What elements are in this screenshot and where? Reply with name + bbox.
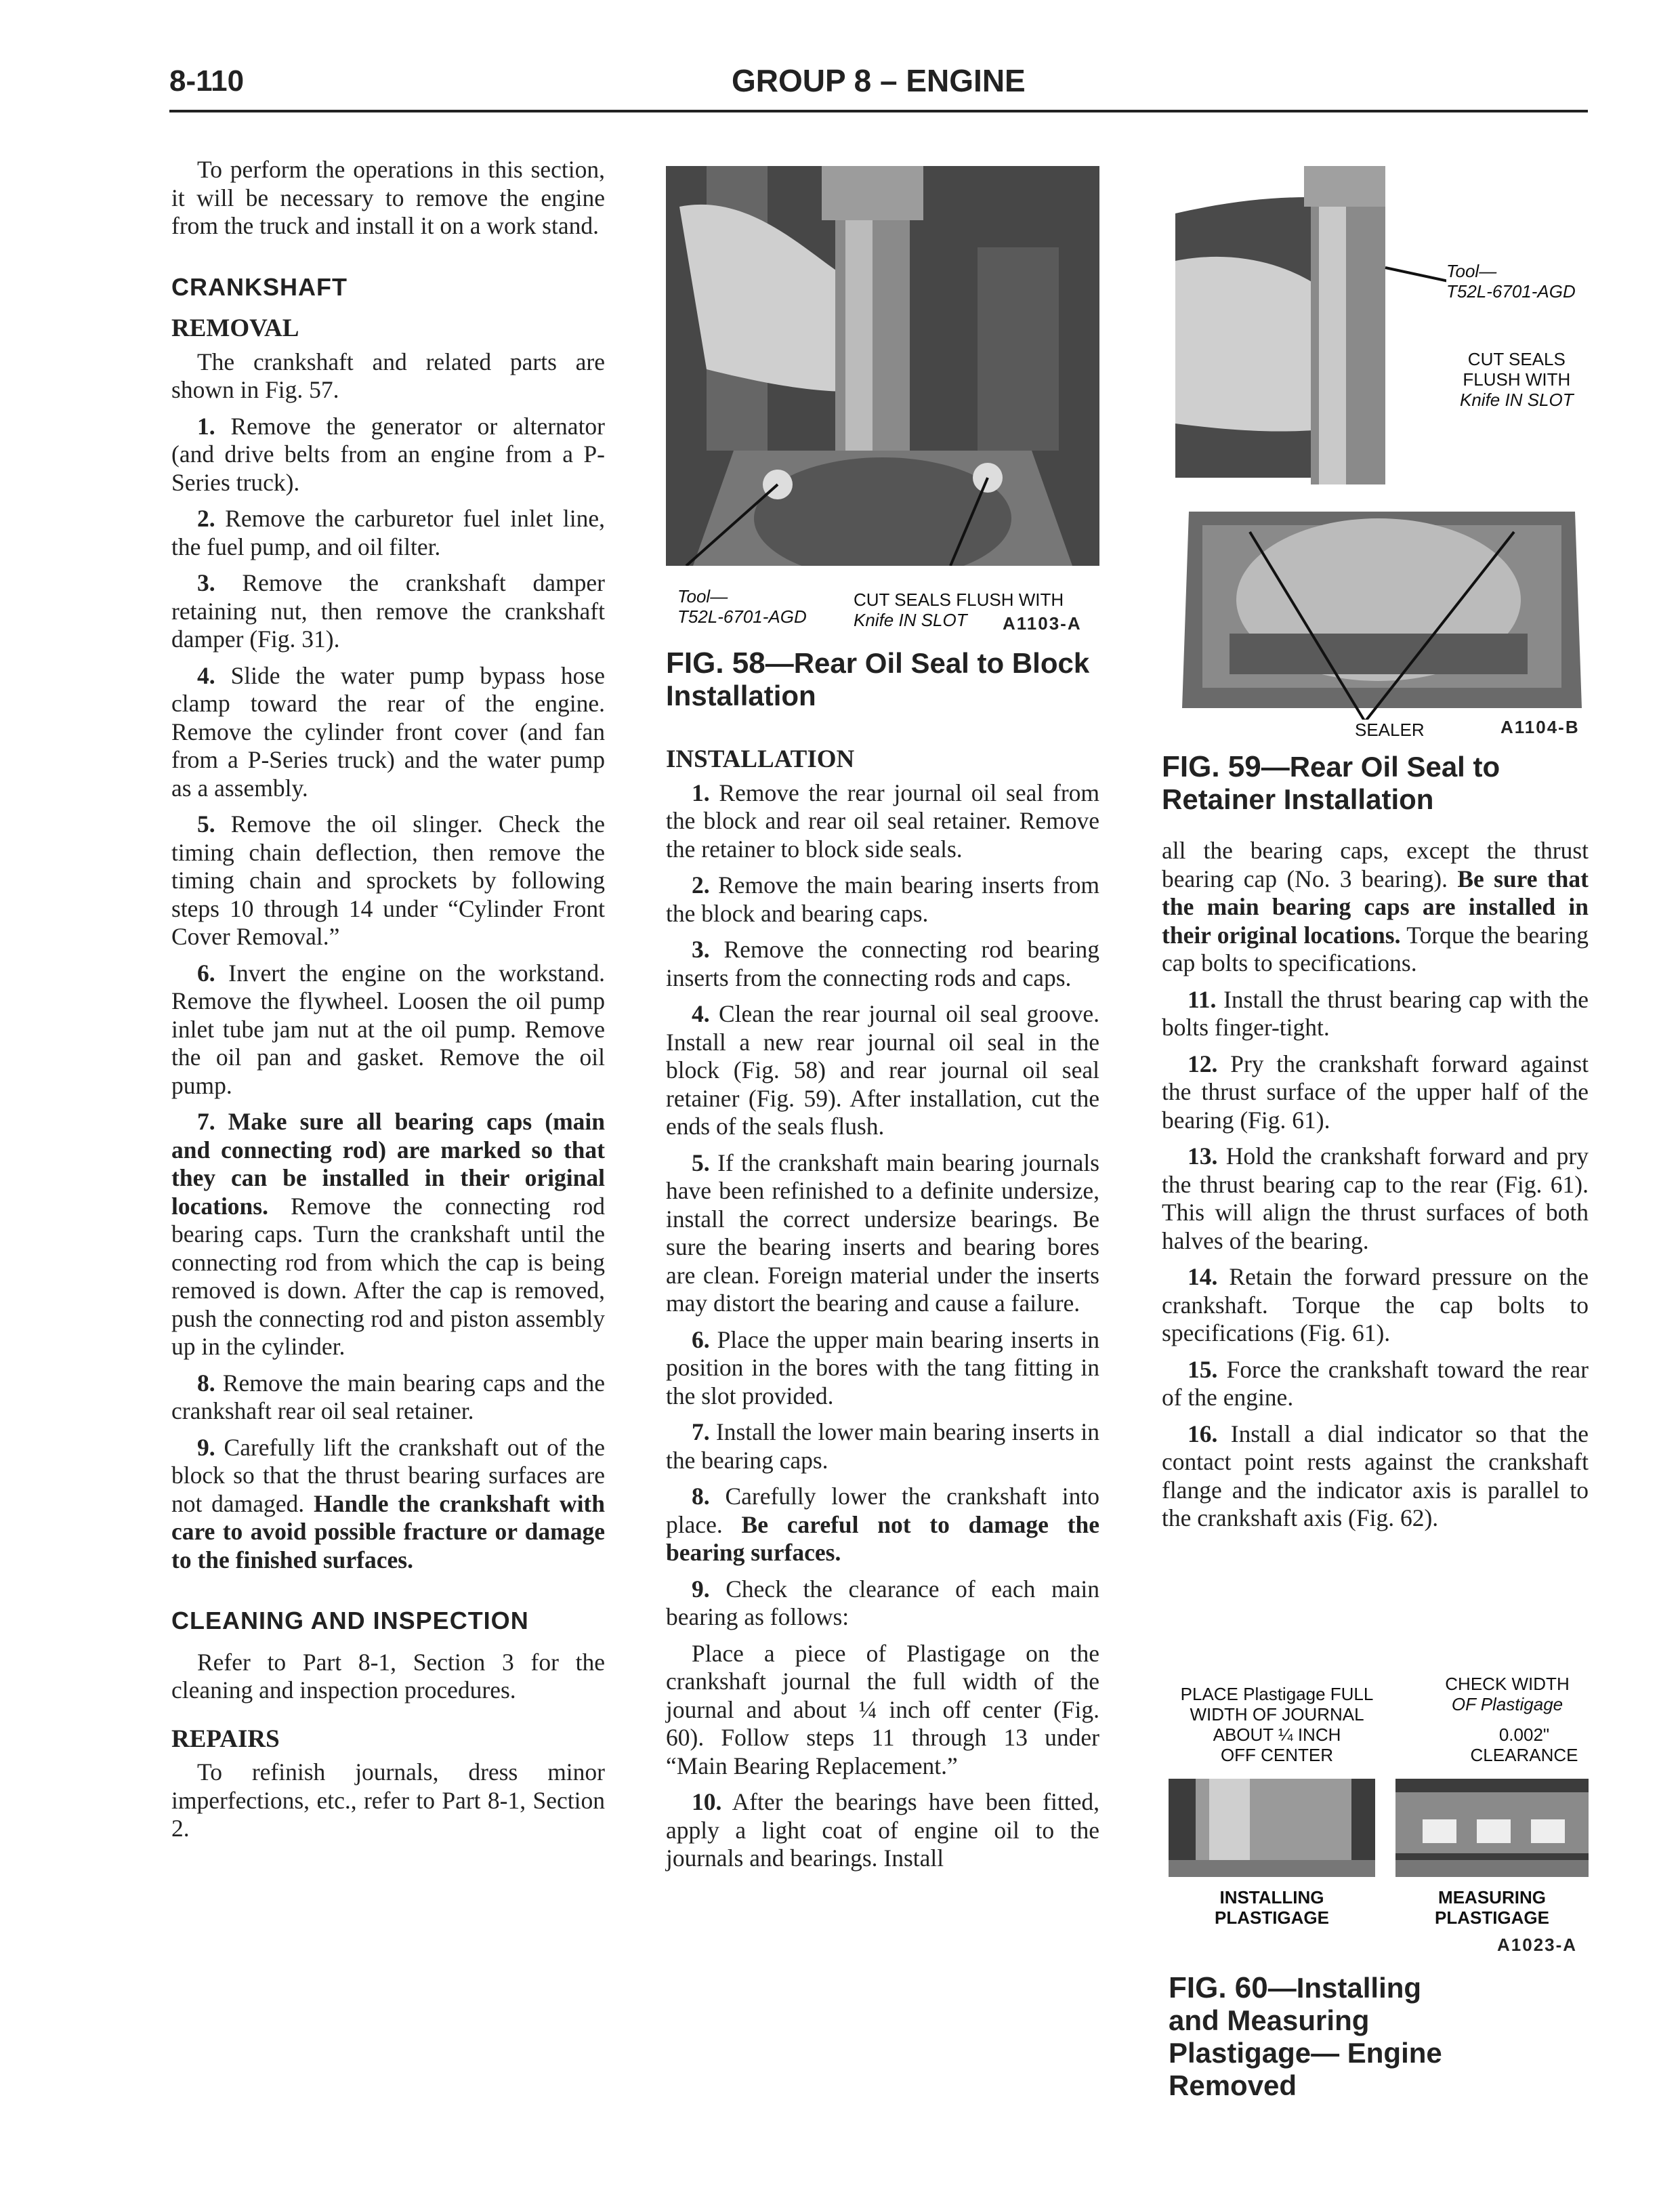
fig60-check-label: CHECK WIDTH OF Plastigage (1445, 1674, 1570, 1714)
fig60-measuring-photo (1395, 1779, 1589, 1877)
install-step-9b: Place a piece of Plastigage on the crankshaft journal the full width of the journal and about ¼ inch off center (Fig. 60). Follow steps 11 through 13 under “Main Bearing Replacement.” (666, 1639, 1099, 1779)
header-rule (169, 110, 1588, 112)
removal-intro: The crankshaft and related parts are shown in Fig. 57. (171, 348, 605, 403)
install-step-11: 11. Install the thrust bearing cap with the bolts finger-tight. (1162, 985, 1589, 1041)
install-step-3: 3. Remove the connecting rod bearing inserts from the connecting rods and caps. (666, 936, 1099, 991)
page-header-title: GROUP 8 – ENGINE (732, 63, 1026, 98)
install-step-8: 8. Carefully lower the crankshaft into place. Be careful not to damage the bearing surfaces. (666, 1483, 1100, 1566)
removal-step-3: 3. Remove the crankshaft damper retaining nut, then remove the crankshaft damper (Fig. 31). (171, 569, 606, 653)
heading-removal: REMOVAL (171, 314, 299, 342)
heading-repairs: REPAIRS (171, 1725, 280, 1753)
install-step-14: 14. Retain the forward pressure on the crankshaft. Torque the cap bolts to specifications (Fig. 61). (1162, 1263, 1589, 1346)
fig59-sealer-label: SEALER (1355, 720, 1425, 740)
fig59-caption: FIG. 59—Rear Oil Seal to Retainer Installation (1162, 750, 1500, 815)
fig59-tool-label: Tool— T52L-6701-AGD (1446, 261, 1576, 302)
install-step-12: 12. Pry the crankshaft forward against the thrust surface of the upper half of the bearing (Fig. 61). (1162, 1050, 1589, 1134)
fig58-code: A1103-A (1003, 613, 1082, 634)
install-step-13: 13. Hold the crankshaft forward and pry the thrust bearing cap to the rear (Fig. 61). This will align the thrust surfaces of both halves of the bearing. (1162, 1142, 1589, 1254)
fig60-measuring-label: MEASURING PLASTIGAGE (1434, 1887, 1549, 1928)
column-left (171, 156, 605, 1851)
fig59-cut-label: CUT SEALS FLUSH WITH Knife IN SLOT (1460, 349, 1574, 410)
removal-step-1: 1. Remove the generator or alternator (and drive belts from an engine from a P-Series truck). (171, 412, 606, 496)
removal-step-7: 7. Make sure all bearing caps (main and connecting rod) are marked so that they can be installed in their original locations. Remove the connecting rod bearing caps. Turn the crankshaft until the connecting rod from which the cap is being removed is down. After the cap is removed, push the connecting rod and piston assembly up in the cylinder. (171, 1108, 606, 1360)
page-number: 8-110 (169, 64, 245, 98)
install-step-4: 4. Clean the rear journal oil seal groove. Install a new rear journal oil seal in the block (Fig. 58) and rear journal oil seal retainer (Fig. 59). After installation, cut the ends of the seals flush. (666, 1000, 1099, 1140)
fig58-tool-label: Tool— T52L-6701-AGD (677, 586, 807, 627)
heading-cleaning: CLEANING AND INSPECTION (171, 1607, 529, 1634)
fig58-photo (666, 166, 1099, 566)
install-step-7: 7. Install the lower main bearing inserts in the bearing caps. (666, 1418, 1099, 1474)
removal-step-8: 8. Remove the main bearing caps and the crankshaft rear oil seal retainer. (171, 1369, 606, 1424)
repairs-paragraph: To refinish journals, dress minor imperfections, etc., refer to Part 8-1, Section 2. (171, 1758, 605, 1842)
fig58-caption: FIG. 58—Rear Oil Seal to Block Installation (666, 646, 1090, 711)
install-step-9: 9. Check the clearance of each main bearing as follows: (666, 1575, 1099, 1630)
install-step-15: 15. Force the crankshaft toward the rear of the engine. (1162, 1355, 1589, 1411)
column-right (1162, 837, 1589, 1541)
removal-step-4: 4. Slide the water pump bypass hose clamp toward the rear of the engine. Remove the cylinder front cover (and fan from a P-Series truck) and the water pump as a assembly. (171, 661, 605, 802)
install-step-10: 10. After the bearings have been fitted, apply a light coat of engine oil to the journals and bearings. Install (666, 1788, 1099, 1872)
install-step-6: 6. Place the upper main bearing inserts in position in the bores with the tang fitting in the slot provided. (666, 1325, 1099, 1409)
removal-step-2: 2. Remove the carburetor fuel inlet line, the fuel pump, and oil filter. (171, 505, 605, 560)
fig60-place-label: PLACE Plastigage FULL WIDTH OF JOURNAL ABOUT ¼ INCH OFF CENTER (1180, 1684, 1374, 1765)
fig59-photo (1162, 166, 1595, 735)
removal-step-5: 5. Remove the oil slinger. Check the timing chain deflection, then remove the timing chain and sprockets by following steps 10 through 14 under “Cylinder Front Cover Removal.” (171, 810, 606, 950)
cleaning-paragraph: Refer to Part 8-1, Section 3 for the cleaning and inspection procedures. (171, 1648, 605, 1704)
continued-paragraph: all the bearing caps, except the thrust bearing cap (No. 3 bearing). Be sure that the main bearing caps are installed in their original locations. Torque the bearing cap bolts to specifications. (1162, 837, 1589, 976)
removal-step-9: 9. Carefully lift the crankshaft out of the block so that the thrust bearing surfaces are not damaged. Handle the crankshaft with care to avoid possible fracture or damage to the finished surfaces. (171, 1433, 605, 1573)
fig59-code: A1104-B (1500, 717, 1580, 737)
fig60-code: A1023-A (1497, 1935, 1578, 1955)
install-step-2: 2. Remove the main bearing inserts from the block and bearing caps. (666, 871, 1100, 927)
fig60-installing-photo (1169, 1779, 1375, 1877)
fig60-value-label: 0.002" CLEARANCE (1470, 1725, 1578, 1765)
removal-step-6: 6. Invert the engine on the workstand. Remove the flywheel. Loosen the oil pump inlet tube jam nut at the oil pump. Remove the oil pan and gasket. Remove the oil pump. (171, 959, 605, 1099)
install-step-16: 16. Install a dial indicator so that the contact point rests against the crankshaft flange and the indicator axis is parallel to the crankshaft axis (Fig. 62). (1162, 1420, 1589, 1531)
intro-paragraph: To perform the operations in this section, it will be necessary to remove the engine from the truck and install it on a work stand. (171, 156, 605, 239)
fig58-cut-label: CUT SEALS FLUSH WITH Knife IN SLOT (854, 590, 1064, 630)
column-middle (666, 725, 1099, 1881)
heading-installation: INSTALLATION (666, 745, 855, 773)
install-step-5: 5. If the crankshaft main bearing journals have been refinished to a definite undersize, install the correct undersize bearings. Be sure the bearing inserts and bearing bores are clean. Foreign material under the inserts may distort the bearing and cause a failure. (666, 1149, 1099, 1317)
heading-crankshaft: CRANKSHAFT (171, 272, 348, 301)
install-step-1: 1. Remove the rear journal oil seal from the block and rear oil seal retainer. Remove the retainer to block side seals. (666, 779, 1100, 863)
fig60-caption: FIG. 60—Installing and Measuring Plastigage— Engine Removed (1169, 1971, 1442, 2101)
fig60-installing-label: INSTALLING PLASTIGAGE (1214, 1887, 1329, 1928)
